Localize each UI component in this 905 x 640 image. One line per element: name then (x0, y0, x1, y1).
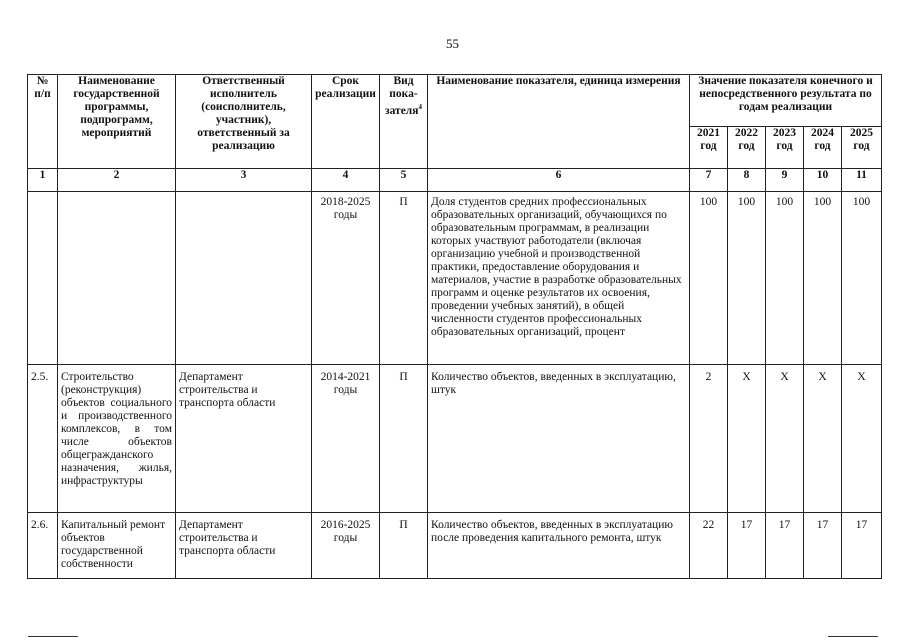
row-executor: Департамент строительства и транспорта области (176, 513, 312, 579)
header-indicator-type (380, 75, 428, 169)
row-indicator-type: П (380, 365, 428, 513)
indicator-table (27, 74, 882, 579)
year-suffix: год (853, 140, 870, 152)
row-value-2021: 100 (690, 192, 728, 365)
row-period: 2014-2021 годы (312, 365, 380, 513)
header-footnote-mark: 4 (418, 103, 422, 111)
row-value-2024: X (804, 365, 842, 513)
header-year-2021 (690, 127, 728, 169)
page-number: 55 (446, 36, 459, 51)
column-number: 8 (728, 169, 766, 192)
row-value-2025: 100 (842, 192, 882, 365)
row-value-2025: X (842, 365, 882, 513)
header-year-2024 (804, 127, 842, 169)
header-indicator-name: Наименование показателя, единица измерения (428, 75, 690, 169)
header-indicator-type-label: Вид пока-зателя (384, 75, 419, 117)
table-row (28, 192, 882, 365)
row-value-2023: 100 (766, 192, 804, 365)
row-value-2023: 17 (766, 513, 804, 579)
row-indicator-name: Количество объектов, введенных в эксплуатацию, штук (428, 365, 690, 513)
row-indicator-name: Количество объектов, введенных в эксплуатацию после проведения капитального ремонта, штук (428, 513, 690, 579)
table-row (28, 365, 882, 513)
year-label: 2021 (697, 127, 720, 139)
row-program-name: Капитальный ремонт объектов государственной собственности (58, 513, 176, 579)
column-number-row (28, 169, 882, 192)
column-number: 9 (766, 169, 804, 192)
header-executor: Ответственный исполнитель (соисполнитель, участник), ответственный за реализацию (176, 75, 312, 169)
column-number: 5 (380, 169, 428, 192)
year-label: 2024 (811, 127, 834, 139)
column-number: 2 (58, 169, 176, 192)
row-program-name (58, 192, 176, 365)
column-number: 4 (312, 169, 380, 192)
row-value-2022: 17 (728, 513, 766, 579)
scan-edge-line (28, 636, 78, 637)
row-executor (176, 192, 312, 365)
column-number: 10 (804, 169, 842, 192)
row-value-2024: 100 (804, 192, 842, 365)
row-value-2021: 2 (690, 365, 728, 513)
column-number: 7 (690, 169, 728, 192)
row-value-2022: 100 (728, 192, 766, 365)
row-number: 2.6. (28, 513, 58, 579)
row-value-2024: 17 (804, 513, 842, 579)
year-label: 2022 (735, 127, 758, 139)
column-number: 6 (428, 169, 690, 192)
row-number: 2.5. (28, 365, 58, 513)
header-year-2025 (842, 127, 882, 169)
column-number: 3 (176, 169, 312, 192)
header-period: Срок реализации (312, 75, 380, 169)
header-year-2023 (766, 127, 804, 169)
row-value-2022: X (728, 365, 766, 513)
row-program-name: Строительство (реконструкция) объектов социального и производственного комплексов, в том числе объектов общегражданского назначения, жилья, инфраструктуры (58, 365, 176, 513)
header-year-2022 (728, 127, 766, 169)
row-executor: Департамент строительства и транспорта области (176, 365, 312, 513)
header-program-name: Наименование государственной программы, подпрограмм, мероприятий (58, 75, 176, 169)
row-indicator-type: П (380, 513, 428, 579)
row-value-2023: X (766, 365, 804, 513)
year-suffix: год (776, 140, 793, 152)
table-row (28, 513, 882, 579)
year-suffix: год (814, 140, 831, 152)
row-value-2021: 22 (690, 513, 728, 579)
row-number (28, 192, 58, 365)
year-label: 2023 (773, 127, 796, 139)
column-number: 11 (842, 169, 882, 192)
year-suffix: год (738, 140, 755, 152)
year-suffix: год (700, 140, 717, 152)
row-indicator-type: П (380, 192, 428, 365)
row-indicator-name: Доля студентов средних профессиональных образовательных организаций, обучающихся по образовательным программам, в реализации которых участвуют работодатели (включая организацию учебной и производственной практики, предоставление оборудования и материалов, участие в разработке образовательных программ и оценке результатов их освоения, проведении учебных занятий), в общей численности студентов профессиональных образовательных организаций, процент (428, 192, 690, 365)
column-number: 1 (28, 169, 58, 192)
year-label: 2025 (850, 127, 873, 139)
header-num: № п/п (28, 75, 58, 169)
row-value-2025: 17 (842, 513, 882, 579)
row-period: 2016-2025 годы (312, 513, 380, 579)
header-values: Значение показателя конечного и непосредственного результата по годам реализации (690, 75, 882, 127)
scan-edge-line (828, 636, 878, 637)
row-period: 2018-2025 годы (312, 192, 380, 365)
